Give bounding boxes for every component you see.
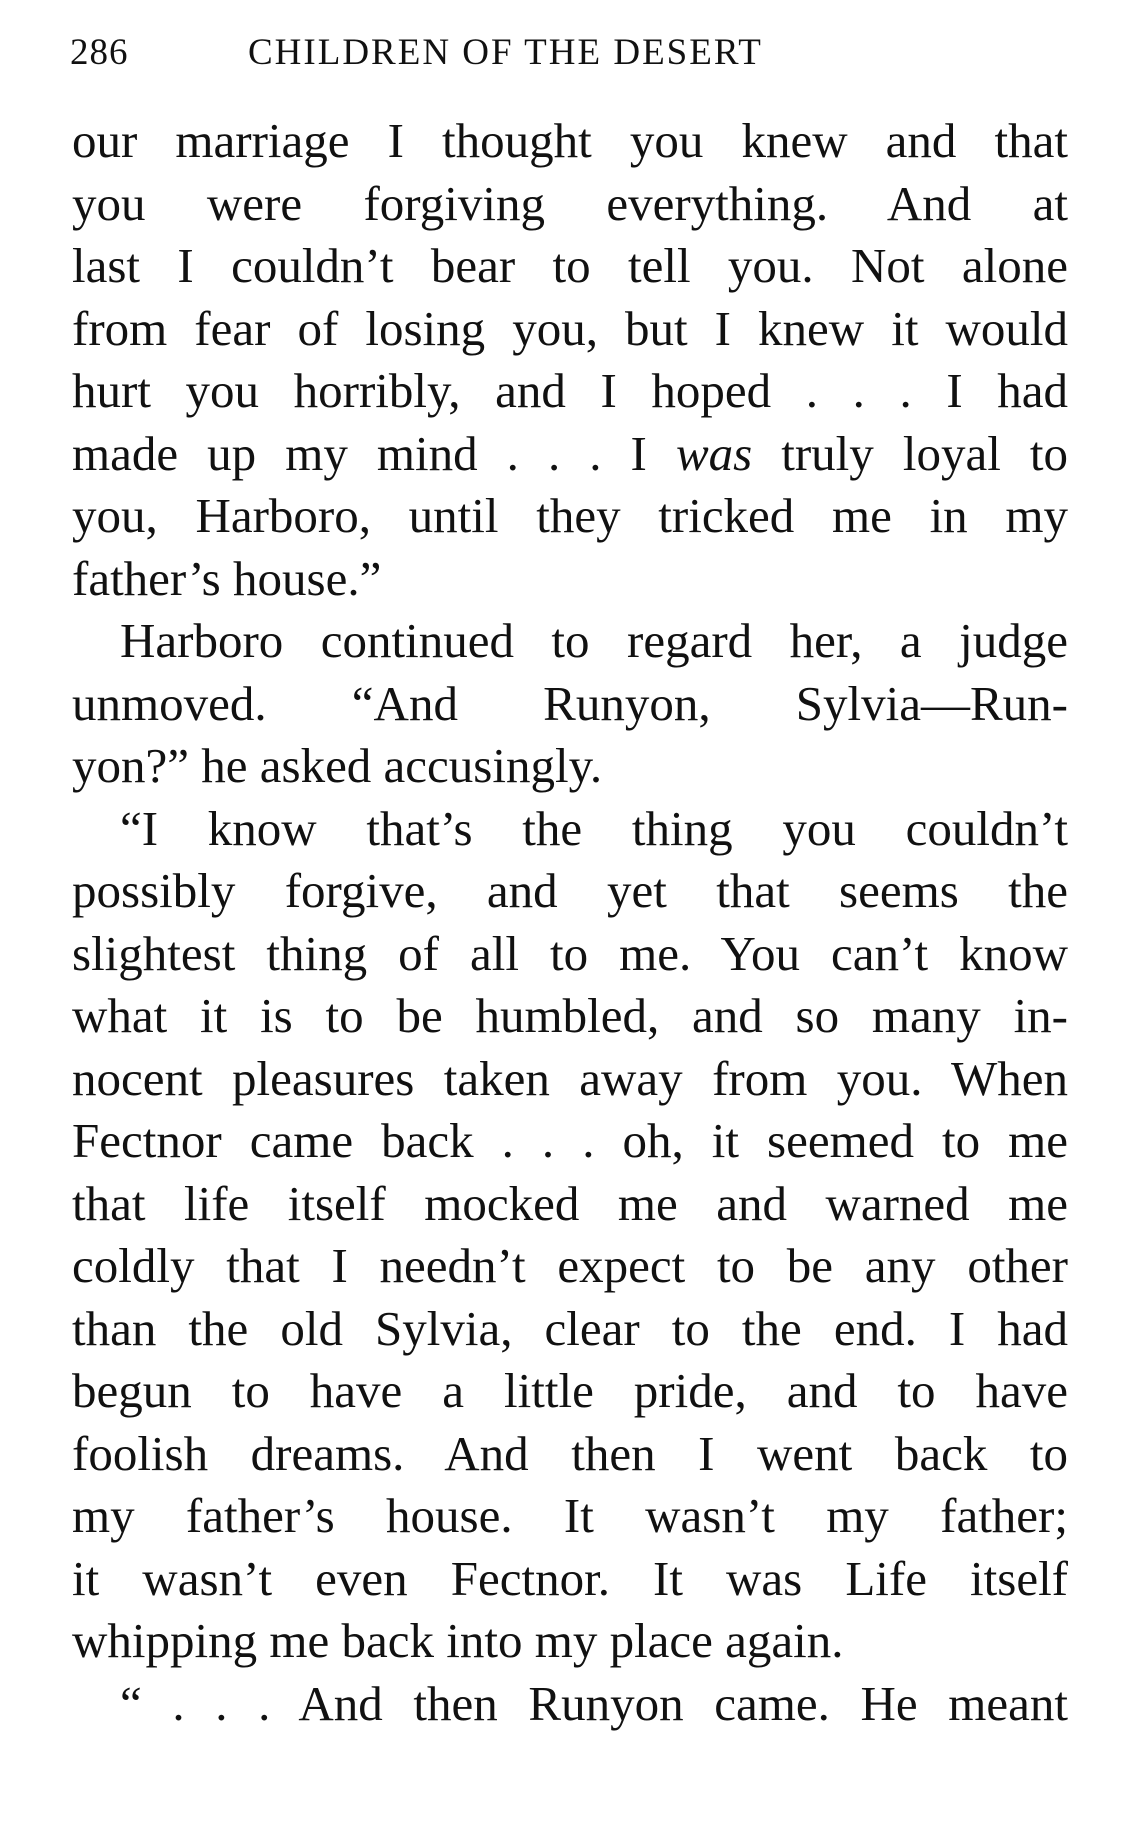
- text-line: coldly that I needn’t expect to be any other: [72, 1238, 1068, 1293]
- text-line: Fectnor came back . . . oh, it seemed to me: [72, 1113, 1068, 1168]
- text-line: yon?” he asked accusingly.: [72, 738, 603, 793]
- paragraph-start-line: “ . . . And then Runyon came. He meant: [120, 1675, 1068, 1731]
- running-head: [70, 28, 1070, 78]
- paragraph-start-line: Harboro continued to regard her, a judge: [120, 613, 1068, 668]
- text-line: [72, 423, 1068, 486]
- text-line: begun to have a little pride, and to have: [72, 1363, 1068, 1418]
- text-line: our marriage I thought you knew and that: [72, 113, 1068, 168]
- text-line-part: truly loyal to: [752, 425, 1068, 481]
- text-line: hurt you horribly, and I hoped . . . I had: [72, 363, 1068, 418]
- text-line: possibly forgive, and yet that seems the: [72, 863, 1068, 918]
- text-line: you, Harboro, until they tricked me in my: [72, 488, 1068, 543]
- text-line: father’s house.”: [72, 550, 382, 606]
- text-line: what it is to be humbled, and so many in-: [72, 988, 1068, 1043]
- text-line: it wasn’t even Fectnor. It was Life itself: [72, 1550, 1068, 1606]
- running-title: CHILDREN OF THE DESERT: [248, 32, 763, 73]
- body-text: [72, 110, 1068, 1735]
- page-number: 286: [70, 32, 129, 73]
- text-line: my father’s house. It wasn’t my father;: [72, 1488, 1068, 1543]
- text-line: whipping me back into my place again.: [72, 1613, 844, 1668]
- text-line: than the old Sylvia, clear to the end. I had: [72, 1300, 1068, 1356]
- text-line: that life itself mocked me and warned me: [72, 1175, 1068, 1231]
- text-line: slightest thing of all to me. You can’t know: [72, 925, 1068, 981]
- italic-emphasis: was: [675, 425, 753, 481]
- text-line: from fear of losing you, but I knew it would: [72, 300, 1068, 356]
- text-line: you were forgiving everything. And at: [72, 175, 1068, 231]
- text-line: foolish dreams. And then I went back to: [72, 1425, 1068, 1481]
- text-line-part: made up my mind . . . I: [72, 425, 676, 481]
- text-line: unmoved. “And Runyon, Sylvia—Run-: [72, 675, 1068, 731]
- paragraph-start-line: “I know that’s the thing you couldn’t: [120, 800, 1068, 856]
- text-line: nocent pleasures taken away from you. When: [72, 1050, 1068, 1106]
- text-line: last I couldn’t bear to tell you. Not alone: [72, 238, 1068, 293]
